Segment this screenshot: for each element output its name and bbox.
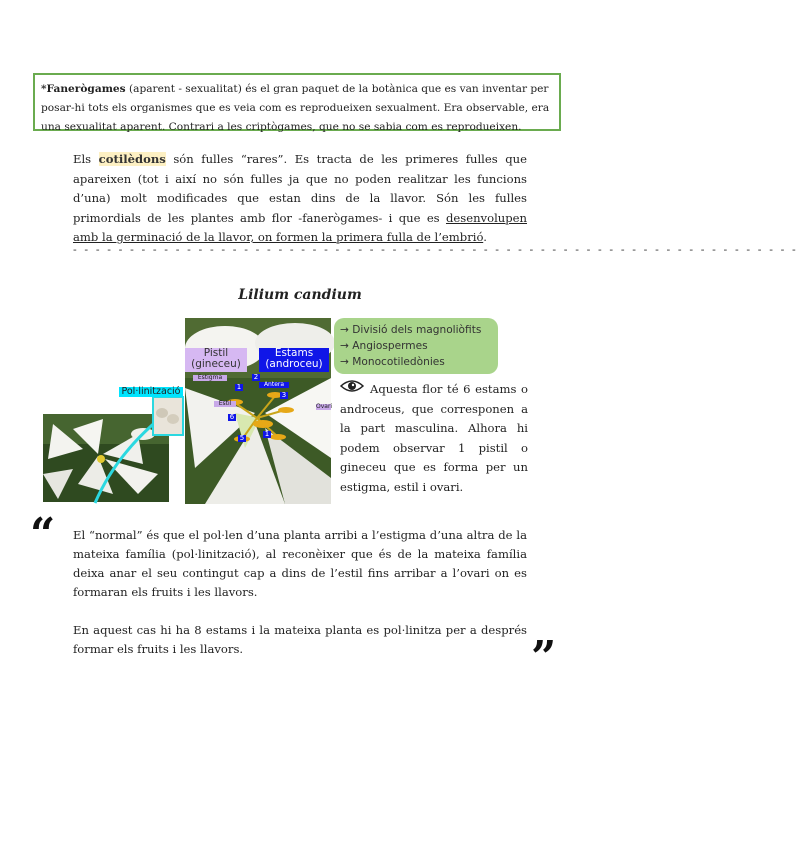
faneorgames-term: *Fanerògames [41,83,126,95]
quote-paragraph-1: El “normal” és que el pol·len d’una planta arribi a l’estigma d’una altra de la mateixa família (pol·linització), al reconèixer que és de la mateixa família deixa anar el seu contingut cap a dins de l’estil fins arribar a l’ovari on es formaran els fruits i les llavors. [73,528,527,599]
estigma-label: Estigma [193,375,227,381]
classification-angiospermes: → Angiospermes [340,340,428,352]
ovari-label: Ovari [316,403,333,410]
cotiledons-end: . [483,230,487,244]
estil-label: Estil [214,401,236,407]
cotiledons-body: són fulles “rares”. Es tracta de les primeres fulles que apareixen (tot i així no són fulles ja que no poden realitzar les funcions d’una) molt modificades que estan dins de la llavor. Són les fulles primordials de les plantes amb flor -fanerògames- i que es [73,152,527,225]
number-1-bottom: 1 [264,430,270,438]
faneorgames-definition: (aparent - sexualitat) és el gran paquet de la botànica que es van inventar per posar-hi tots els organismes que es veia com es reprodueixen sexualment. Era observable, era una sexualitat aparent. Contrari a les criptògames, que no se sabia com es reprodueixen. [41,83,550,133]
number-1-top: 1 [236,383,242,391]
number-3: 3 [281,391,287,399]
estams-label: Estams (androceu) [259,348,329,372]
number-6: 6 [229,413,235,421]
number-2: 2 [253,373,259,381]
cotiledons-underlined: desenvolupen amb la germinació de la llavor, on formen la primera fulla de l’embrió [73,210,527,244]
classification-division: → Divisió dels magnoliòfits [340,324,482,336]
dashed-separator: - - - - - - - - - - - - - - - - - - - - - - - - - - - - - - - - - - - - - - - - - - - - - - - - - - - - - - - - - - - - - - - - [73,243,798,256]
figure-title: Lilium candium [238,287,362,303]
pollinitzacio-label: Pol·linització [119,387,183,397]
faneorgames-definition-box [33,73,561,131]
pistil-label: Pistil (gineceu) [185,348,247,372]
cotiledons-highlight: cotilèdons [98,152,166,166]
cotiledons-paragraph [73,150,527,248]
open-quote-mark: “ [30,509,56,560]
close-quote-mark: ” [531,632,557,683]
number-5: 5 [239,434,245,442]
cotiledons-lead: Els [73,152,99,166]
classification-monocotiledonies: → Monocotiledònies [340,356,445,368]
antera-label: Antera [259,382,289,388]
quote-block [73,526,527,659]
flower-description: Aquesta flor té 6 estams o androceus, que corresponen a la part masculina. Alhora hi podem observar 1 pistil o gineceu que es forma per un estigma, estil i ovari. [340,382,528,494]
quote-paragraph-2: En aquest cas hi ha 8 estams i la mateixa planta es pol·linitza per a després formar els fruits i les llavors. [73,623,527,656]
pollination-connector [40,385,240,515]
classification-box [334,318,498,374]
